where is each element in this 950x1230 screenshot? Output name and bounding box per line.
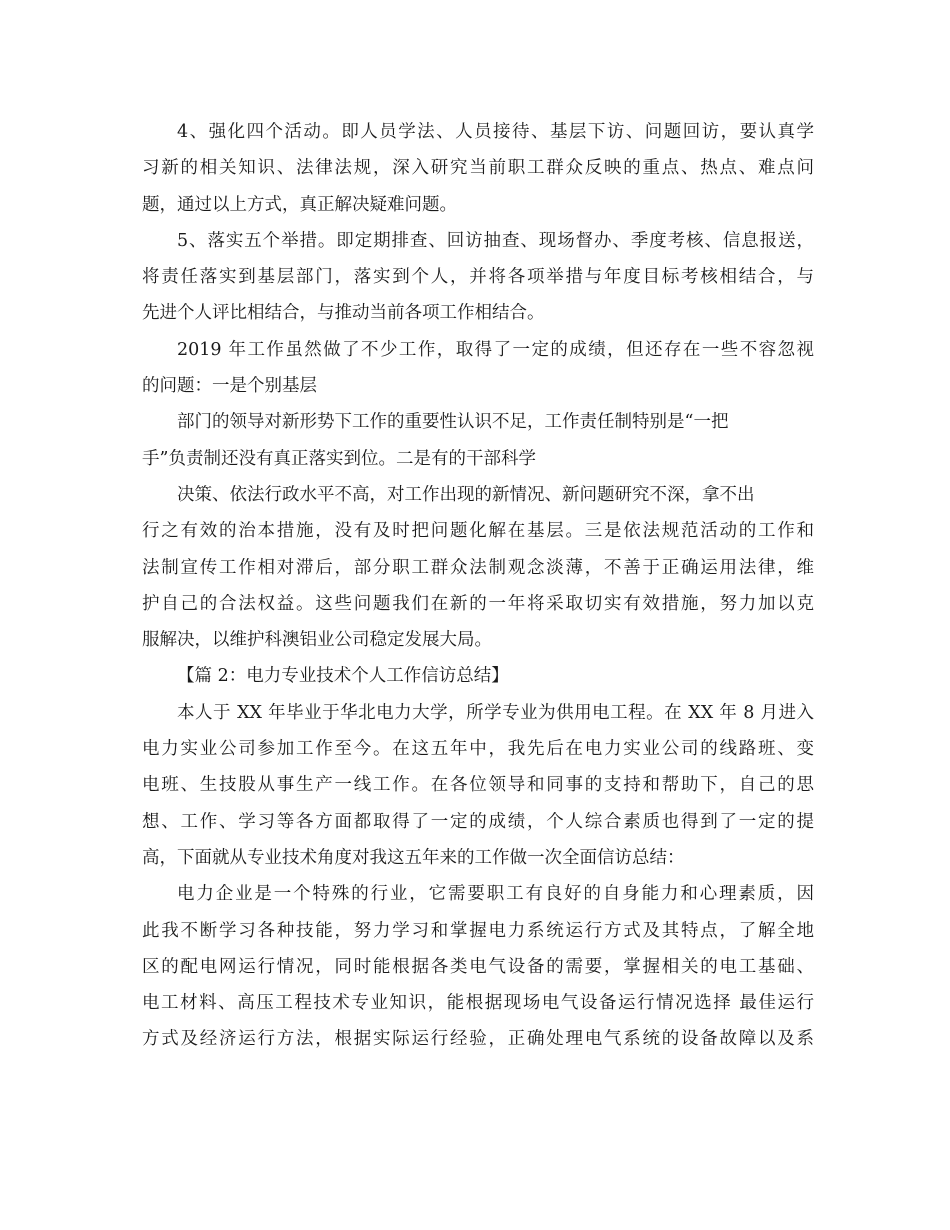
text-line: 法制宣传工作相对滞后，部分职工群众法制观念淡薄，不善于正确运用法律，维 — [142, 557, 814, 578]
text-line: 电力实业公司参加工作至今。在这五年中，我先后在电力实业公司的线路班、变 — [142, 739, 814, 760]
text-line: 的问题：一是个别基层 — [142, 376, 317, 397]
text-line: 电工材料、高压工程技术专业知识，能根据现场电气设备运行情况选择 最佳运行 — [142, 993, 814, 1014]
text-line: 2019 年工作虽然做了不少工作，取得了一定的成绩，但还存在一些不容忽视 — [177, 339, 814, 360]
text-line: 5、落实五个举措。即定期排查、回访抽查、现场督办、季度考核、信息报送， — [177, 230, 814, 251]
document-body — [142, 114, 814, 1058]
text-line: 区的配电网运行情况，同时能根据各类电气设备的需要，掌握相关的电工基础、 — [142, 956, 814, 977]
text-line: 手”负责制还没有真正落实到位。二是有的干部科学 — [142, 448, 536, 469]
text-line: 4、强化四个活动。即人员学法、人员接待、基层下访、问题回访，要认真学 — [177, 122, 814, 142]
text-line: 方式及经济运行方法，根据实际运行经验，正确处理电气系统的设备故障以及系 — [142, 1029, 814, 1050]
text-line: 【篇 2：电力专业技术个人工作信访总结】 — [177, 666, 509, 687]
text-line: 想、工作、学习等各方面都取得了一定的成绩，个人综合素质也得到了一定的提 — [142, 811, 814, 832]
text-line: 电力企业是一个特殊的行业，它需要职工有良好的自身能力和心理素质，因 — [177, 884, 814, 905]
text-line: 部门的领导对新形势下工作的重要性认识不足，工作责任制特别是“一把 — [177, 412, 729, 433]
text-line: 服解决，以维护科澳铝业公司稳定发展大局。 — [142, 630, 492, 651]
text-line: 高，下面就从专业技术角度对我这五年来的工作做一次全面信访总结： — [142, 847, 685, 868]
text-line: 此我不断学习各种技能，努力学习和掌握电力系统运行方式及其特点，了解全地 — [142, 920, 814, 941]
text-line: 护自己的合法权益。这些问题我们在新的一年将采取切实有效措施，努力加以克 — [142, 593, 814, 614]
text-line: 决策、依法行政水平不高，对工作出现的新情况、新问题研究不深，拿不出 — [177, 484, 755, 505]
text-line: 题，通过以上方式，真正解决疑难问题。 — [142, 194, 457, 215]
text-line: 先进个人评比相结合，与推动当前各项工作相结合。 — [142, 303, 545, 324]
text-line: 习新的相关知识、法律法规，深入研究当前职工群众反映的重点、热点、难点问 — [142, 158, 814, 179]
text-line: 行之有效的治本措施，没有及时把问题化解在基层。三是依法规范活动的工作和 — [142, 521, 814, 542]
text-line: 电班、生技股从事生产一线工作。在各位领导和同事的支持和帮助下，自己的思 — [142, 775, 814, 796]
text-line: 将责任落实到基层部门，落实到个人，并将各项举措与年度目标考核相结合，与 — [142, 267, 814, 288]
text-line: 本人于 XX 年毕业于华北电力大学，所学专业为供用电工程。在 XX 年 8 月进入 — [177, 702, 814, 723]
